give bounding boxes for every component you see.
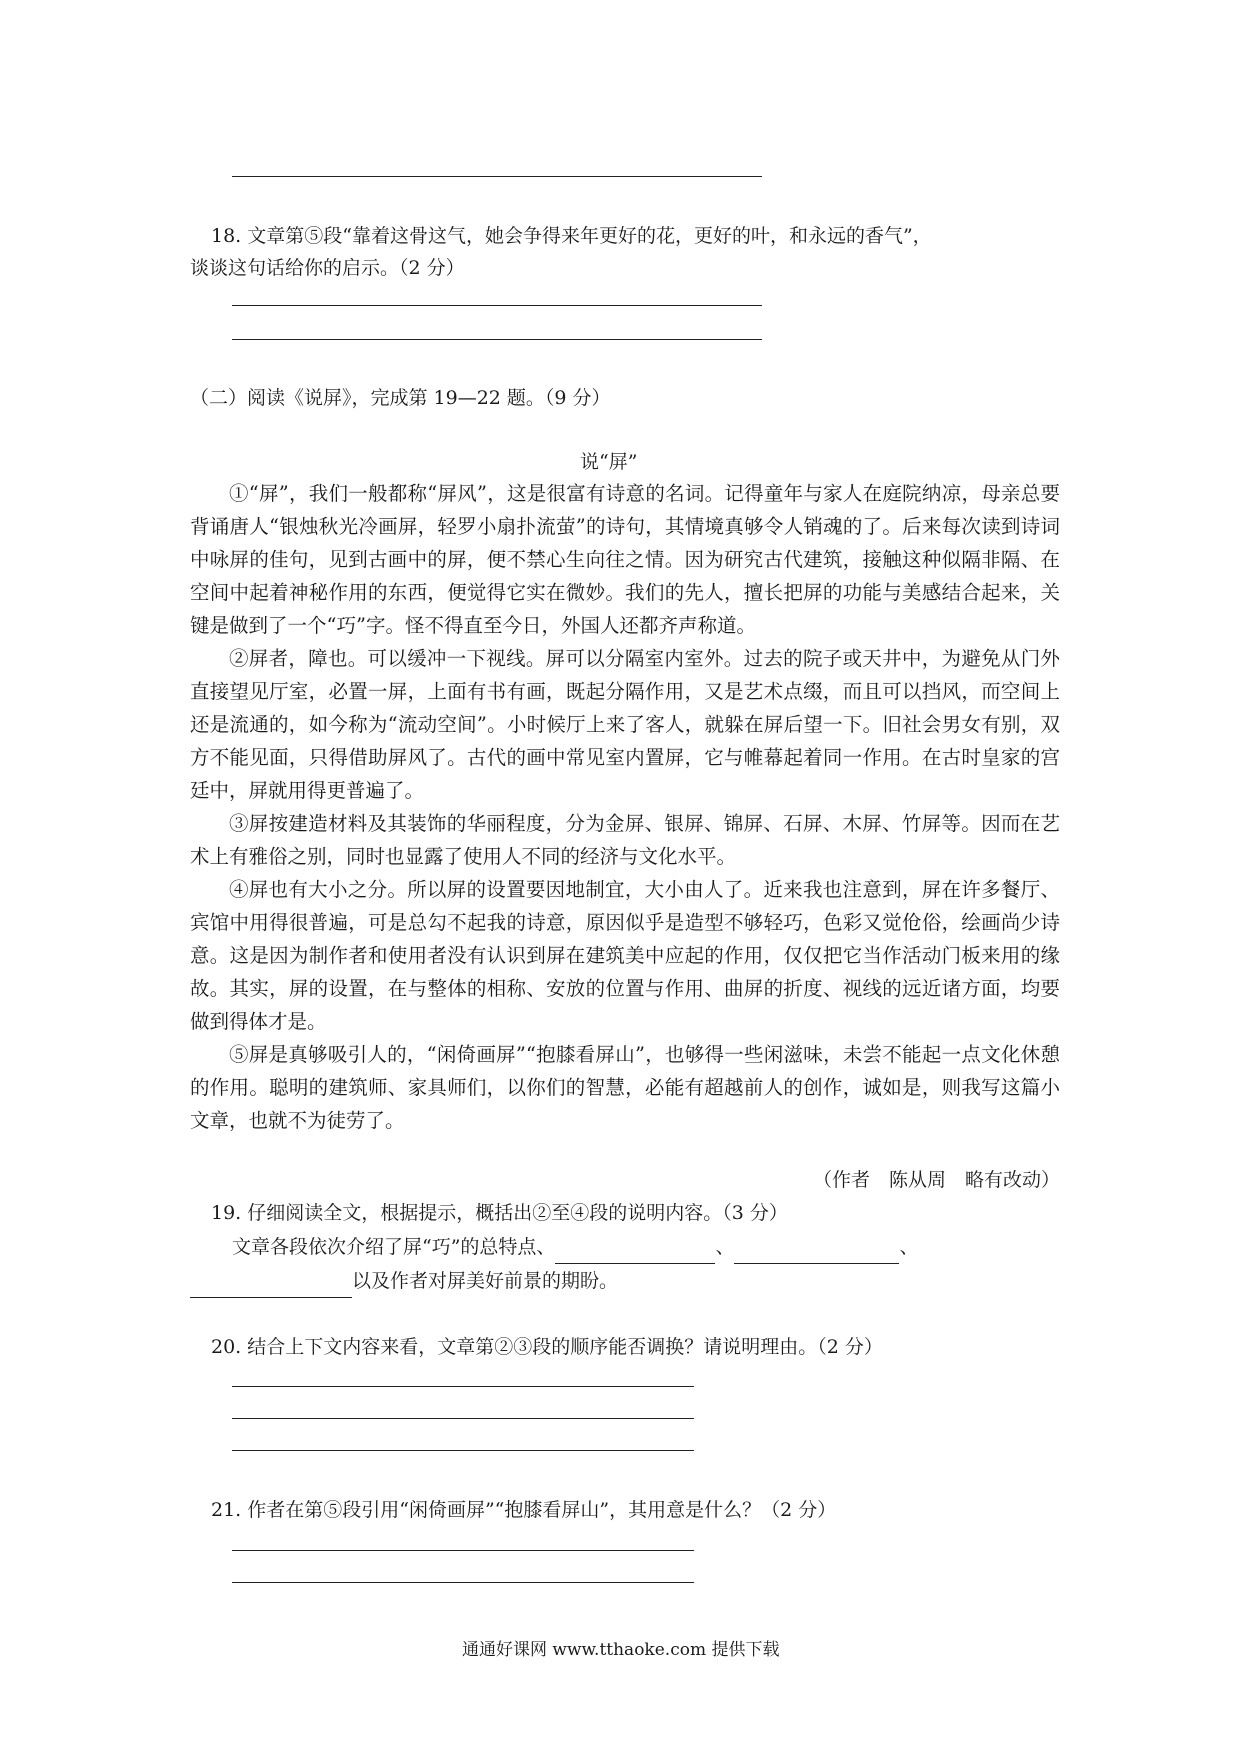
q19-fill-row-1 xyxy=(232,1230,918,1264)
q20-answer-line-1[interactable] xyxy=(232,1386,694,1387)
q19-question-line1: 19. 仔细阅读全文，根据提示，概括出②至④段的说明内容。（3 分） xyxy=(211,1202,788,1224)
q19-blank-3[interactable] xyxy=(190,1275,352,1298)
article-paragraph-2: ②屏者，障也。可以缓冲一下视线。屏可以分隔室内室外。过去的院子或天井中，为避免从门外直接望见厅室，必置一屏，上面有书有画，既起分隔作用，又是艺术点缀，而且可以挡风，而空间上还是流通的，如今称为“流动空间”。小时候厅上来了客人，就躲在屏后望一下。旧社会男女有别，双方不能见面，只得借助屏风了。古代的画中常见室内置屏，它与帷幕起着同一作用。在古时皇家的宫廷中，屏就用得更普遍了。 xyxy=(190,647,1060,802)
q18-answer-line-1[interactable] xyxy=(232,305,762,306)
q17-answer-line[interactable] xyxy=(232,176,762,177)
q19-fill-row-2 xyxy=(190,1264,618,1298)
article-paragraph-4: ④屏也有大小之分。所以屏的设置要因地制宜，大小由人了。近来我也注意到，屏在许多餐厅、宾馆中用得很普遍，可是总勾不起我的诗意，原因似乎是造型不够轻巧，色彩又觉伧俗，绘画尚少诗意。这是因为制作者和使用者没有认识到屏在建筑美中应起的作用，仅仅把它当作活动门板来用的缘故。其实，屏的设置，在与整体的相称、安放的位置与作用、曲屏的折度、视线的远近诸方面，均要做到得体才是。 xyxy=(190,878,1060,1033)
q21-answer-line-1[interactable] xyxy=(232,1550,694,1551)
article-title: 说“屏” xyxy=(580,451,638,473)
q19-prompt-end: 以及作者对屏美好前景的期盼。 xyxy=(352,1270,619,1292)
page-footer: 通通好课网 www.tthaoke.com 提供下载 xyxy=(462,1640,780,1660)
q18-answer-line-2[interactable] xyxy=(232,339,762,340)
article-paragraph-3: ③屏按建造材料及其装饰的华丽程度，分为金屏、银屏、锦屏、石屏、木屏、竹屏等。因而在艺术上有雅俗之别，同时也显露了使用人不同的经济与文化水平。 xyxy=(190,812,1060,868)
q18-question-line1: 18. 文章第⑤段“靠着这骨这气，她会争得来年更好的花，更好的叶，和永远的香气”， xyxy=(211,225,932,247)
q20-answer-line-3[interactable] xyxy=(232,1450,694,1451)
q21-answer-line-2[interactable] xyxy=(232,1582,694,1583)
q20-answer-line-2[interactable] xyxy=(232,1418,694,1419)
q19-blank-1[interactable] xyxy=(555,1241,715,1264)
section-heading: （二）阅读《说屏》，完成第 19—22 题。（9 分） xyxy=(190,387,611,409)
article-paragraph-1: ①“屏”，我们一般都称“屏风”，这是很富有诗意的名词。记得童年与家人在庭院纳凉，母亲总要背诵唐人“银烛秋光冷画屏，轻罗小扇扑流萤”的诗句，其情境真够令人销魂的了。后来每次读到诗词中咏屏的佳句，见到古画中的屏，便不禁心生向往之情。因为研究古代建筑，接触这种似隔非隔、在空间中起着神秘作用的东西，便觉得它实在微妙。我们的先人，擅长把屏的功能与美感结合起来，关键是做到了一个“巧”字。怪不得直至今日，外国人还都齐声称道。 xyxy=(190,482,1060,637)
q21-question-line1: 21. 作者在第⑤段引用“闲倚画屏”“抱膝看屏山”，其用意是什么？（2 分） xyxy=(211,1499,837,1521)
q19-separator-2: 、 xyxy=(899,1236,919,1258)
q19-separator-1: 、 xyxy=(715,1236,735,1258)
article-body xyxy=(190,477,1060,1137)
q18-question-line2: 谈谈这句话给你的启示。（2 分） xyxy=(190,257,465,279)
q19-blank-2[interactable] xyxy=(734,1241,899,1264)
article-paragraph-5: ⑤屏是真够吸引人的，“闲倚画屏”“抱膝看屏山”，也够得一些闲滋味，未尝不能起一点文化休憩的作用。聪明的建筑师、家具师们，以你们的智慧，必能有超越前人的创作，诚如是，则我写这篇小文章，也就不为徒劳了。 xyxy=(190,1043,1060,1132)
q19-prompt-start: 文章各段依次介绍了屏“巧”的总特点、 xyxy=(232,1236,556,1258)
q20-question-line1: 20. 结合上下文内容来看，文章第②③段的顺序能否调换？请说明理由。（2 分） xyxy=(211,1336,883,1358)
article-author: （作者 陈从周 略有改动） xyxy=(812,1169,1060,1191)
